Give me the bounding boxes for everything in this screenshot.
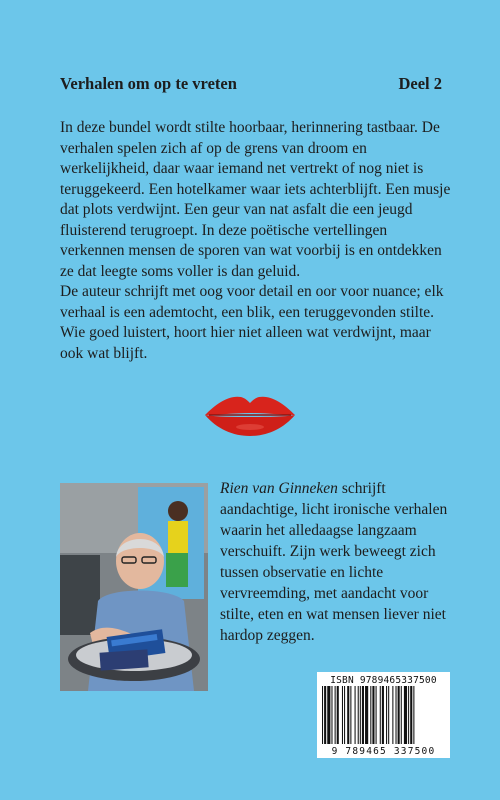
barcode-bar [413,686,414,744]
barcode-bar [408,686,409,744]
barcode-bar [410,686,412,744]
barcode-bar [360,686,361,744]
cover-header [60,74,442,94]
barcode-bar [350,686,351,744]
barcode-bar [365,686,368,744]
barcode-bar [376,686,377,744]
barcode-bar [388,686,389,744]
isbn-label: ISBN 9789465337500 [330,675,437,686]
author-bio [220,478,450,646]
barcode-bar [327,686,330,744]
barcode-bars [322,686,445,744]
book-title: Verhalen om op te vreten [60,74,237,93]
barcode-bar [342,686,343,744]
barcode-digits: 9 789465 337500 [331,746,436,757]
isbn-barcode [317,672,450,758]
barcode-bar [372,686,374,744]
barcode-bar [358,686,359,744]
author-name: Rien van Ginneken [220,480,338,497]
barcode-bar [370,686,371,744]
author-photo-illustration [60,483,208,691]
author-photo [60,483,208,691]
barcode-bar [401,686,402,744]
barcode-bar [398,686,400,744]
barcode-bar [362,686,364,744]
barcode-bar [404,686,407,744]
blurb-paragraph-1: In deze bundel wordt stilte hoorbaar, herinnering tastbaar. De verhalen spelen zich af op de grens van droom en werkelijkheid, daar waar iemand net vertrekt of nog niet is teruggekeerd. Een hotelkamer waar iets achterblijft. Een musje dat plots verdwijnt. Een geur van nat asfalt die een jeugd fluisterend terugroept. In deze poëtische vertellingen verkennen mensen de sporen van wat voorbij is en ontdekken ze dat leegte soms voller is dan geluid. [60,119,451,280]
blurb-paragraph-2: De auteur schrijft met oog voor detail en oor voor nuance; elk verhaal is een ademtocht, een blik, een teruggevonden stilte. Wie goed luistert, hoort hier niet alleen wat verdwijnt, maar ook wat blijft. [60,283,444,362]
barcode-bar [380,686,381,744]
barcode-bar [337,686,339,744]
barcode-bar [335,686,336,744]
volume-label: Deel 2 [398,74,442,93]
barcode-bar [331,686,332,744]
barcode-bar [344,686,345,744]
blurb [60,118,452,364]
barcode-bar [322,686,323,744]
author-bio-text: schrijft aandachtige, licht ironische verhalen waarin het alledaagse langzaam verschuift. Zijn werk beweegt zich tussen observatie en lichte vervreemding, met aandacht voor stilte, eten en wat mensen liever niet hardop zeggen. [220,480,448,644]
barcode-bar [382,686,384,744]
barcode-bar [324,686,326,744]
barcode-bar [355,686,356,744]
barcode-bar [392,686,393,744]
barcode-bar [347,686,349,744]
lips-icon [203,393,297,437]
barcode-bar [386,686,387,744]
barcode-bar [396,686,397,744]
